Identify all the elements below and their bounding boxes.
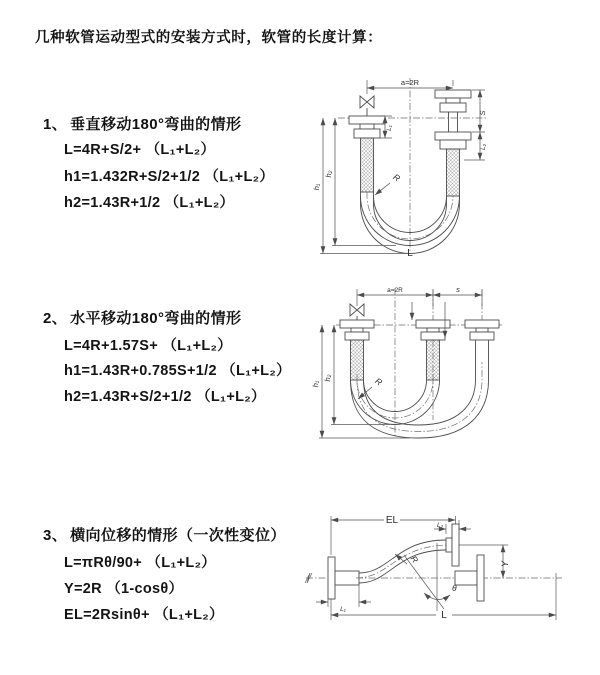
dim-label-s: S [478,110,487,116]
dim-label-r: R [408,553,421,565]
dim-label-l: L [441,610,447,621]
section-3-heading [43,524,286,545]
dim-label-h1: h₁ [311,380,320,388]
hose-right-leg [476,340,489,362]
hose-s-curve [356,540,450,583]
dim-label-a2r: a=2R [400,78,420,87]
valve-icon [360,96,374,116]
section-3-formula-Y: Y=2R （1-cosθ） [64,581,184,597]
section-3-number: 3、 [43,527,68,544]
section-3-formula-L: L=πRθ/90+ （L₁+L₂） [64,555,217,571]
section-2-number: 2、 [43,310,68,327]
dim-label-l2: L₂ [436,522,444,529]
dim-label-a2r: a=2R [387,287,403,294]
page-title: 几种软管运动型式的安装方式时，软管的长度计算： [35,30,383,46]
extension-lines [357,289,482,306]
dim-label-l1: L₁ [386,125,393,131]
diagram-lateral-displacement [300,507,600,642]
radius-construction-line [404,555,444,609]
braided-hose-right [447,149,460,196]
section-1-formula-L: L=4R+S/2+ （L₁+L₂） [64,142,216,158]
dim-label-r: R [391,171,403,184]
dim-label-h1: h₁ [312,183,321,191]
dim-label-h2: h₂ [324,170,333,178]
section-3-formula-EL: EL=2Rsinθ+ （L₁+L₂） [64,607,224,623]
left-flange-fitting [328,557,359,599]
braided-hose-left [361,138,374,192]
dim-label-el: EL [385,515,399,526]
dim-label-l1: L₁ [340,606,346,613]
section-2-title: 水平移动180°弯曲的情形 [70,310,242,327]
dim-label-y: Y [500,560,510,568]
section-1-title: 垂直移动180°弯曲的情形 [70,116,242,133]
section-1-number: 1、 [43,116,68,133]
dim-label-theta: θ [452,583,457,593]
upper-flange-fitting [446,524,459,566]
section-2-formula-L: L=4R+1.57S+ （L₁+L₂） [64,338,233,354]
diagram-vertical-180-bend [312,72,600,260]
left-flange-fitting [349,116,385,138]
dim-label-l: L [407,248,413,259]
radius-leader [375,183,390,195]
dim-label-r: R [373,375,385,388]
right-flange-fitting [465,320,499,340]
diagram-horizontal-180-bend [312,284,600,448]
extension-lines [320,246,406,254]
section-2-heading [43,307,241,328]
valve-icon [350,304,364,320]
right-flange-fitting [435,90,471,149]
section-3-title: 横向位移的情形（一次性变位） [70,527,286,544]
dim-label-l2: L₂ [480,143,487,151]
section-1-formula-h2: h2=1.43R+1/2 （L₁+L₂） [64,195,235,211]
left-flange-fitting [340,320,374,340]
section-1-heading [43,113,241,134]
dim-label-h2: h₂ [323,374,332,382]
section-1-formula-h1: h1=1.432R+S/2+1/2 （L₁+L₂） [64,169,275,185]
section-2-formula-h1: h1=1.43R+0.785S+1/2 （L₁+L₂） [64,363,291,379]
section-2-formula-h2: h2=1.43R+S/2+1/2 （L₁+L₂） [64,389,266,405]
dim-label-s: s [456,285,460,294]
